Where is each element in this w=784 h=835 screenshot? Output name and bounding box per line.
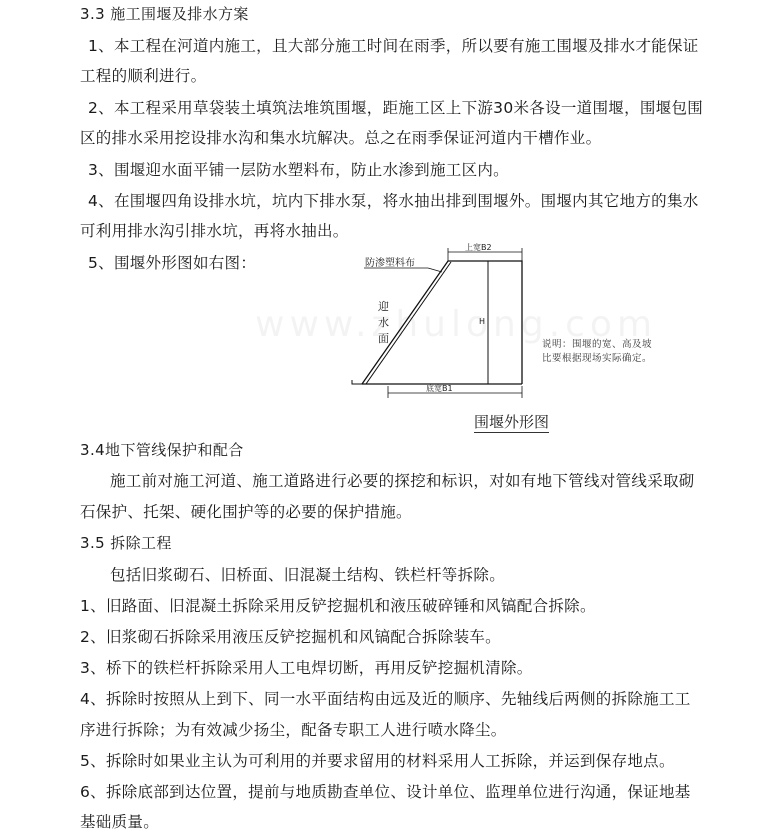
paragraph-3-3-1-line-2: 工程的顺利进行。 <box>80 67 207 85</box>
membrane-leader-tip <box>428 268 442 272</box>
section-3-4-title: 3.4地下管线保护和配合 <box>80 441 244 459</box>
paragraph-3-5-intro: 包括旧浆砌石、旧桥面、旧混凝土结构、铁栏杆等拆除。 <box>110 566 506 584</box>
diagram-note: 说明：围堰的宽、高及坡比要根据现场实际确定。 <box>542 339 653 364</box>
label-membrane: 防渗塑料布 <box>365 258 415 269</box>
label-top-width: 上宽B2 <box>465 243 492 252</box>
paragraph-3-3-4-line-1: 4、在围堰四角设排水坑，坑内下排水泵，将水抽出排到围堰外。围堰内其它地方的集水 <box>88 192 699 210</box>
diagram-caption: 围堰外形图 <box>474 413 550 431</box>
paragraph-3-3-2-line-1: 2、本工程采用草袋装土填筑法堆筑围堰，距施工区上下游30米各设一道围堰，围堰包围 <box>88 99 704 117</box>
cofferdam-drawing <box>350 240 670 402</box>
paragraph-3-5-item-5: 5、拆除时如果业主认为可利用的并要求留用的材料采用人工拆除，并运到保存地点。 <box>80 752 675 770</box>
paragraph-3-5-item-1: 1、旧路面、旧混凝土拆除采用反铲挖掘机和液压破碎锤和风镐配合拆除。 <box>80 597 596 615</box>
section-3-3-title: 3.3 施工围堰及排水方案 <box>80 5 249 23</box>
paragraph-3-4-line-1: 施工前对施工河道、施工道路进行必要的探挖和标识，对如有地下管线对管线采取砌 <box>110 472 695 490</box>
label-face-3: 面 <box>378 332 389 345</box>
paragraph-3-5-item-6-line-1: 6、拆除底部到达位置，提前与地质勘查单位、设计单位、监理单位进行沟通，保证地基 <box>80 783 691 801</box>
paragraph-3-3-5: 5、围堰外形图如右图： <box>88 254 257 272</box>
label-face-2: 水 <box>378 316 389 329</box>
cofferdam-diagram <box>350 240 670 402</box>
label-bottom-width: 底宽B1 <box>426 384 453 393</box>
paragraph-3-5-item-4-line-2: 序进行拆除；为有效减少扬尘，配备专职工人进行喷水降尘。 <box>80 721 507 739</box>
section-3-5-title: 3.5 拆除工程 <box>80 534 172 552</box>
label-face-1: 迎 <box>378 300 389 313</box>
paragraph-3-5-item-4-line-1: 4、拆除时按照从上到下、同一水平面结构由远及近的顺序、先轴线后两侧的拆除施工工 <box>80 690 691 708</box>
paragraph-3-5-item-3: 3、桥下的铁栏杆拆除采用人工电焊切断，再用反铲挖掘机清除。 <box>80 659 533 677</box>
paragraph-3-3-3: 3、围堰迎水面平铺一层防水塑料布，防止水渗到施工区内。 <box>88 161 509 179</box>
paragraph-3-3-1-line-1: 1、本工程在河道内施工，且大部分施工时间在雨季，所以要有施工围堰及排水才能保证 <box>88 37 699 55</box>
paragraph-3-3-2-line-2: 区的排水采用挖设排水沟和集水坑解决。总之在雨季保证河道内干槽作业。 <box>80 129 602 147</box>
paragraph-3-4-line-2: 石保护、托架、硬化围护等的必要的保护措施。 <box>80 503 412 521</box>
label-height: H <box>479 317 486 326</box>
paragraph-3-5-item-6-line-2: 基础质量。 <box>80 813 160 831</box>
paragraph-3-5-item-2: 2、旧浆砌石拆除采用液压反铲挖掘机和风镐配合拆除装车。 <box>80 628 501 646</box>
paragraph-3-3-4-line-2: 可利用排水沟引排水坑，再将水抽出。 <box>80 222 349 240</box>
